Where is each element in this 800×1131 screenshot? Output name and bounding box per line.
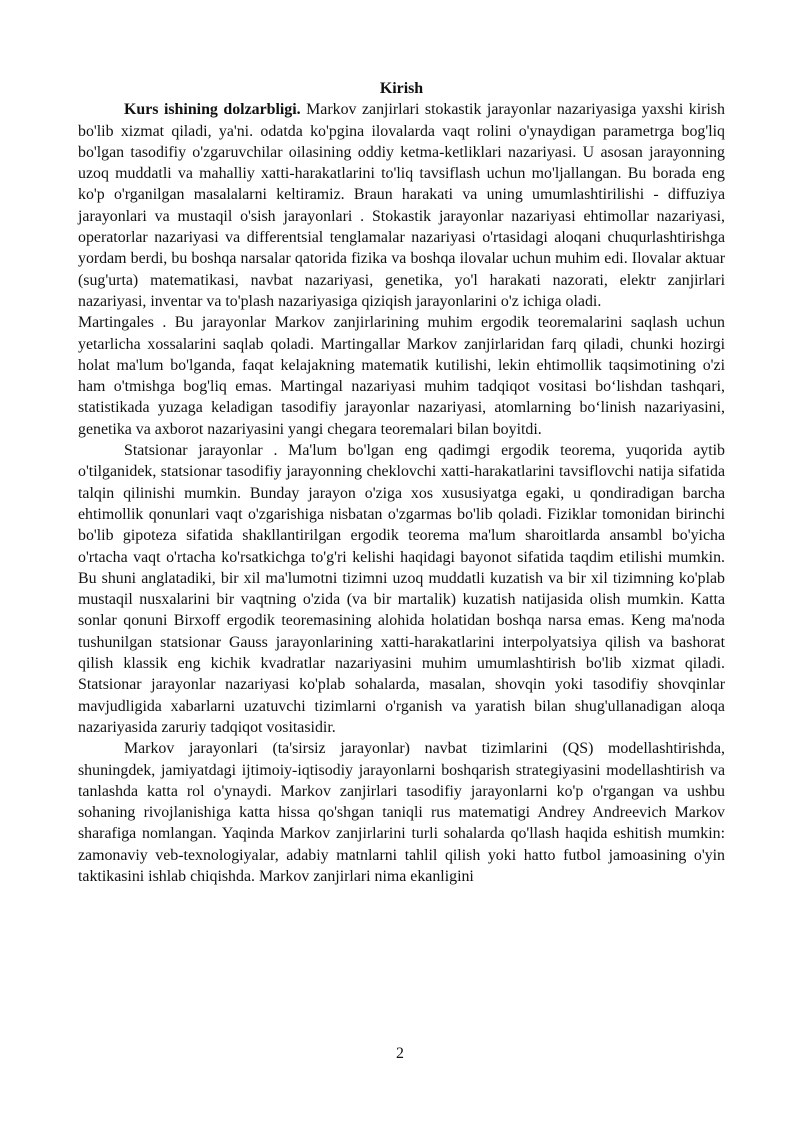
paragraph-relevance — [78, 99, 725, 312]
document-body — [78, 78, 725, 887]
section-title: Kirish — [379, 80, 424, 97]
page-number: 2 — [396, 1045, 404, 1062]
paragraph-martingales: Martingales . Bu jarayonlar Markov zanjirlarining muhim ergodik teoremalarini saqlash uchun yetarlicha xossalarini saqlab qoladi. Martingallar Markov zanjirlaridan farq qiladi, chunki hozirgi holat ma'lum bo'lganda, faqat kelajakning matematik kutilishi, lekin ehtimollik taqsimotining o'zi ham o'tmishga bog'liq emas. Martingal nazariyasi muhim tadqiqot vositasi bo‘lishdan tashqari, statistikada yuzaga keladigan tasodifiy jarayonlar nazariyasi, atomlarning bo‘linish nazariyasini, genetika va axborot nazariyasini yangi chegara teoremalari bilan boyitdi. — [78, 314, 725, 438]
paragraph-stationary: Statsionar jarayonlar . Ma'lum bo'lgan eng qadimgi ergodik teorema, yuqorida aytib o'tilganidek, statsionar tasodifiy jarayonning cheklovchi xatti-harakatlarini tavsiflovchi natija sifatida talqin qilinishi mumkin. Bunday jarayon o'ziga xos xususiyatga egaki, u qondiradigan barcha ehtimollik qonunlari vaqt o'zgarishiga nisbatan o'zgarmas bo'lib qoladi. Fiziklar tomonidan birinchi bo'lib gipoteza sifatida shakllantirilgan ergodik teorema ma'lum sharoitlarda ansambl bo'yicha o'rtacha vaqt o'rtacha ko'rsatkichga to'g'ri kelishi haqidagi bayonot sifatida taqdim etilishi mumkin. Bu shuni anglatadiki, bir xil ma'lumotni tizimni uzoq muddatli kuzatish va bir xil tizimning ko'plab mustaqil nusxalarini bir vaqtning o'zida (va bir martalik) kuzatish natijasida olish mumkin. Katta sonlar qonuni Birxoff ergodik teoremasining alohida holatidan boshqa narsa emas. Keng ma'noda tushunilgan statsionar Gauss jarayonlarining xatti-harakatlarini interpolyatsiya qilish va bashorat qilish klassik eng kichik kvadratlar nazariyasini muhim umumlashtirish bo'lib xizmat qiladi. Statsionar jarayonlar nazariyasi ko'plab sohalarda, masalan, shovqin yoki tasodifiy shovqinlar mavjudligida xabarlarni uzatuvchi tizimlarni o'rganish va yaratish bilan shug'ullanadigan aloqa nazariyasida zaruriy tadqiqot vositasidir. — [78, 442, 725, 736]
paragraph-lead: Kurs ishining dolzarbligi. — [124, 101, 301, 119]
paragraph-text: Markov zanjirlari stokastik jarayonlar nazariyasiga yaxshi kirish bo'lib xizmat qiladi, ya'ni. odatda ko'pgina ilovalarda vaqt rolini o'ynaydigan parametrga bog'liq bo'lgan tasodifiy o'zgaruvchilar oilasining oddiy ketma-ketliklari nazariyasi. U asosan jarayonning uzoq muddatli va mahalliy xatti-harakatlarini to'liq tavsiflash uchun mo'ljallangan. Bu borada eng ko'p o'rganilgan masalalarni keltiramiz. Braun harakati va uning umumlashtirilishi - diffuziya jarayonlari va mustaqil o'sish jarayonlari . Stokastik jarayonlar nazariyasi ehtimollar nazariyasi, operatorlar nazariyasi va differentsial tenglamalar nazariyasi o'rtasidagi aloqani chuqurlashtirishga yordam berdi, bu boshqa narsalar qatorida fizika va boshqa ilovalar uchun muhim edi. Ilovalar aktuar (sug'urta) matematikasi, navbat nazariyasi, genetika, yo'l harakati nazorati, elektr zanjirlari nazariyasi, inventar va to'plash nazariyasiga qiziqish jarayonlarini o'z ichiga oladi. — [78, 101, 725, 310]
paragraph-markov-processes: Markov jarayonlari (ta'sirsiz jarayonlar) navbat tizimlarini (QS) modellashtirishda, shuningdek, jamiyatdagi ijtimoiy-iqtisodiy jarayonlarni boshqarish strategiyasini modellashtirish va tanlashda katta rol o'ynaydi. Markov zanjirlari tasodifiy jarayonlarni ko'p o'rgangan va ushbu sohaning rivojlanishiga katta hissa qo'shgan taniqli rus matematigi Andrey Andreevich Markov sharafiga nomlangan. Yaqinda Markov zanjirlarini turli sohalarda qo'llash haqida eshitish mumkin: zamonaviy veb-texnologiyalar, adabiy matnlarni tahlil qilish yoki hatto futbol jamoasining o'yin taktikasini ishlab chiqishda. Markov zanjirlari nima ekanligini — [78, 740, 725, 885]
